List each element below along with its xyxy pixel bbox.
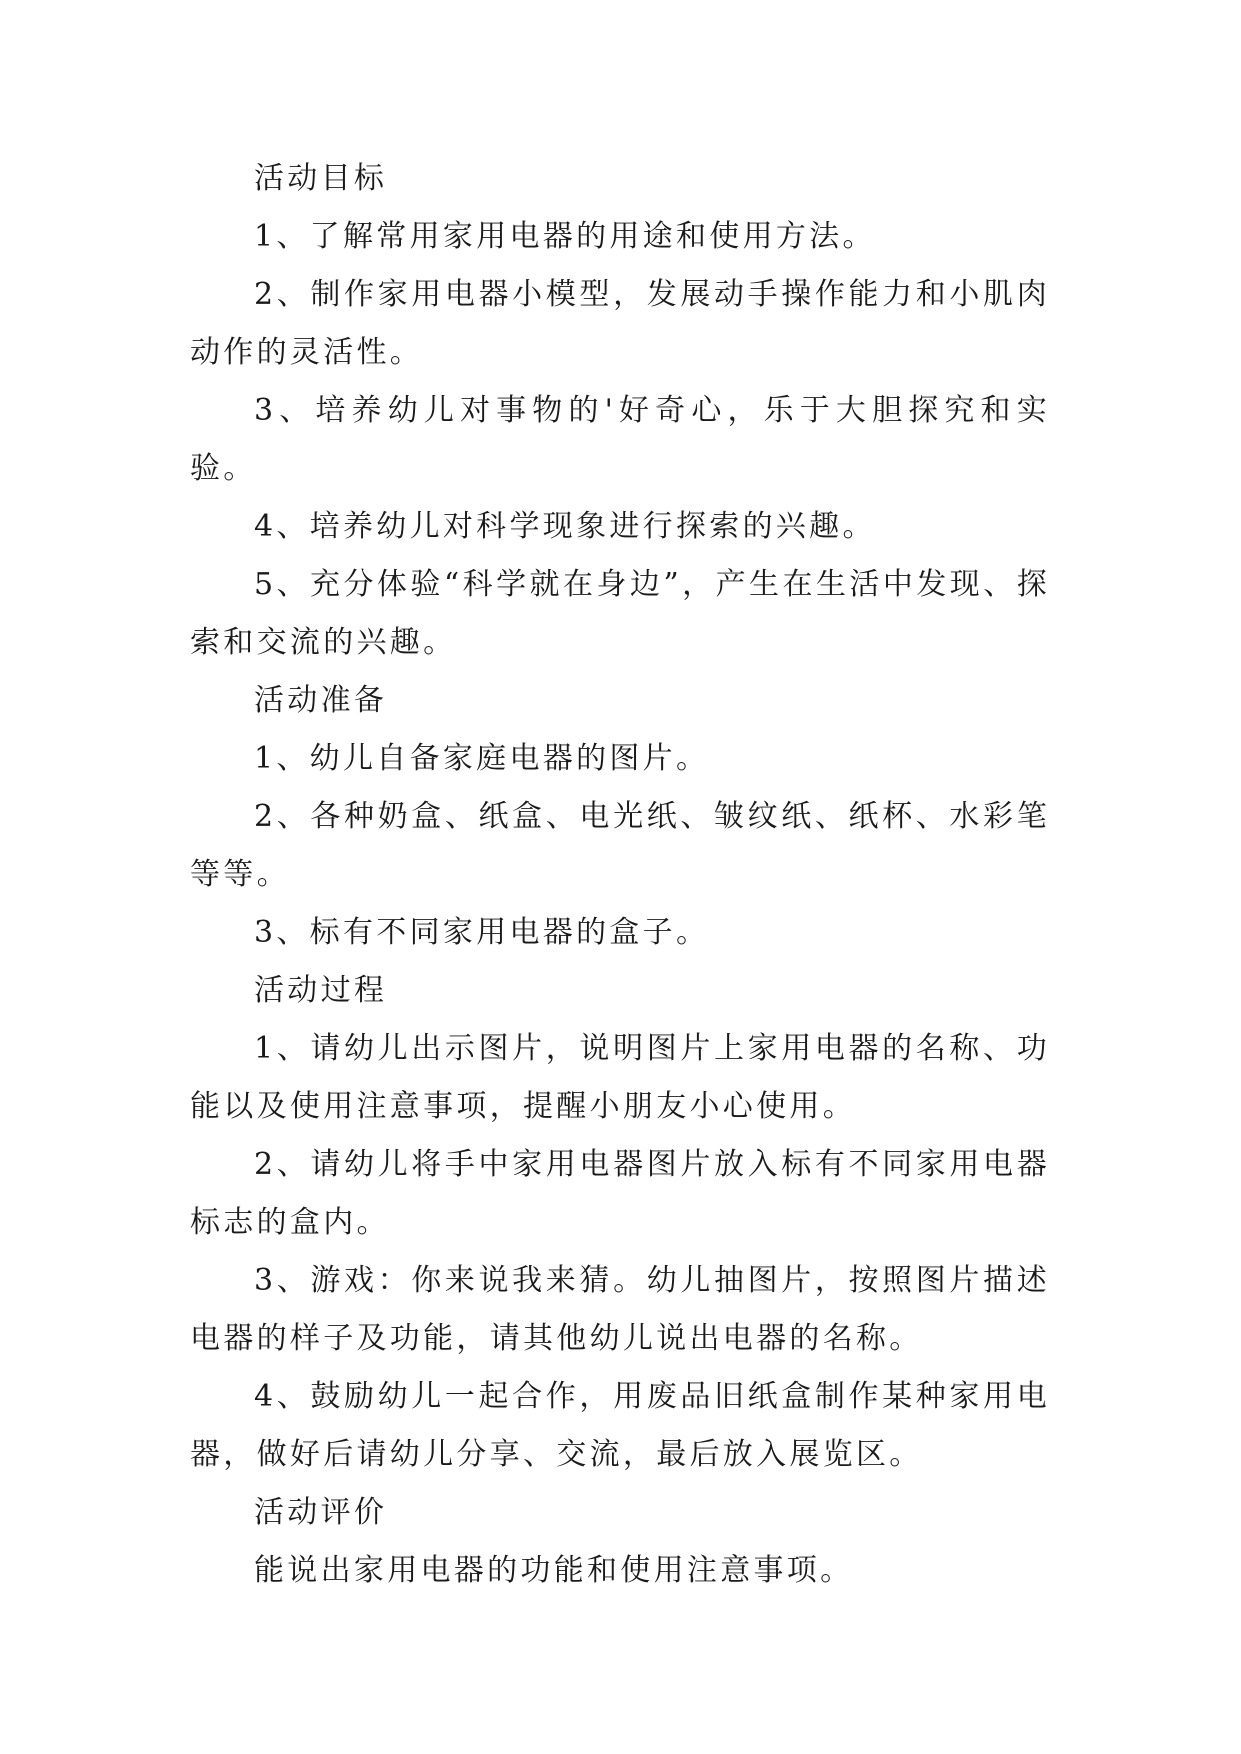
section-heading-process: 活动过程: [254, 973, 388, 1008]
goal-item-1: 1、了解常用家用电器的用途和使用方法。: [254, 219, 876, 254]
preparation-item-2: 2、各种奶盒、纸盒、电光纸、皱纹纸、纸杯、水彩笔等等。: [190, 799, 1050, 892]
goal-item-3: 3、培养幼儿对事物的'好奇心，乐于大胆探究和实验。: [190, 393, 1050, 486]
section-heading-goals: 活动目标: [254, 161, 388, 196]
goal-item-4: 4、培养幼儿对科学现象进行探索的兴趣。: [254, 509, 876, 544]
process-item-2: 2、请幼儿将手中家用电器图片放入标有不同家用电器标志的盒内。: [190, 1147, 1050, 1240]
preparation-item-1: 1、幼儿自备家庭电器的图片。: [254, 741, 710, 776]
process-item-4: 4、鼓励幼儿一起合作，用废品旧纸盒制作某种家用电器，做好后请幼儿分享、交流，最后放入展览区。: [190, 1379, 1050, 1472]
preparation-item-3: 3、标有不同家用电器的盒子。: [254, 915, 710, 950]
goal-item-5: 5、充分体验“科学就在身边”，产生在生活中发现、探索和交流的兴趣。: [190, 567, 1050, 660]
section-heading-evaluation: 活动评价: [254, 1495, 388, 1530]
process-item-1: 1、请幼儿出示图片，说明图片上家用电器的名称、功能以及使用注意事项，提醒小朋友小心使用。: [190, 1031, 1050, 1124]
goal-item-2: 2、制作家用电器小模型，发展动手操作能力和小肌肉动作的灵活性。: [190, 277, 1050, 370]
document-body: [190, 150, 1050, 1600]
process-item-3: 3、游戏：你来说我来猜。幼儿抽图片，按照图片描述电器的样子及功能，请其他幼儿说出电器的名称。: [190, 1263, 1050, 1356]
evaluation-text: 能说出家用电器的功能和使用注意事项。: [254, 1553, 854, 1588]
section-heading-preparation: 活动准备: [254, 683, 388, 718]
